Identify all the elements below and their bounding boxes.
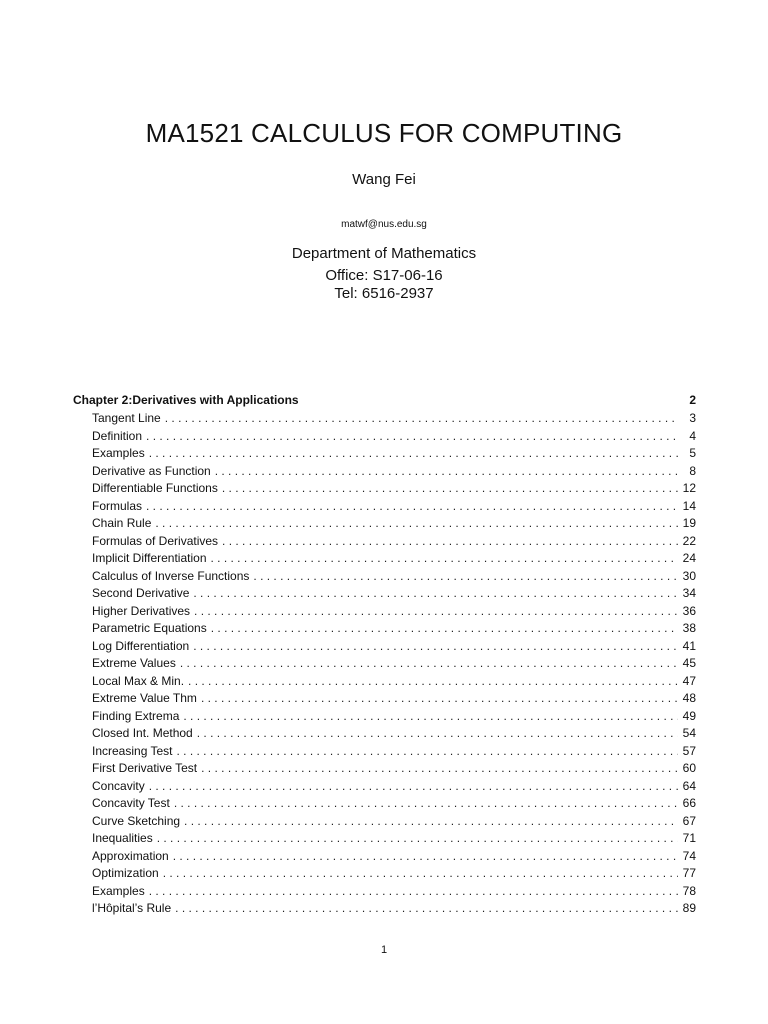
toc-chapter-page: 2 <box>689 393 696 407</box>
toc-entry-page: 5 <box>689 446 696 460</box>
toc-entry-label: Approximation <box>92 848 169 863</box>
toc-entry-page: 45 <box>682 656 696 670</box>
toc-entry-page: 49 <box>682 708 696 723</box>
toc-entry-label: Formulas of Derivatives <box>92 533 219 548</box>
toc-entry[interactable] <box>73 639 696 657</box>
toc-entry-label: Examples <box>92 883 145 898</box>
toc-dot-leader <box>253 569 678 583</box>
toc-entry-page: 30 <box>682 568 696 583</box>
toc-entry-label: Tangent Line <box>92 411 161 425</box>
toc-entry-label: Extreme Value Thm <box>92 691 197 705</box>
toc-entry[interactable] <box>73 499 696 517</box>
toc-dot-leader <box>155 516 678 530</box>
toc-entry[interactable] <box>73 691 696 709</box>
toc-dot-leader <box>194 604 678 618</box>
toc-entry-label: Concavity Test <box>92 796 170 810</box>
toc-dot-leader <box>201 691 678 705</box>
toc-dot-leader <box>173 849 678 863</box>
toc-entry-page: 47 <box>682 673 696 688</box>
toc-entry[interactable] <box>73 814 696 832</box>
toc-entry[interactable] <box>73 831 696 849</box>
toc-dot-leader <box>201 761 678 775</box>
toc-entry-page: 60 <box>682 761 696 775</box>
toc-entry-page: 22 <box>682 533 696 548</box>
toc-entry-label: Parametric Equations <box>92 621 207 635</box>
toc-dot-leader <box>211 551 679 565</box>
toc-dot-leader <box>157 831 678 845</box>
toc-entry-label: Differentiable Functions <box>92 481 218 495</box>
page-number: 1 <box>380 944 388 956</box>
toc-entry-page: 12 <box>682 481 696 495</box>
toc-entry-label: Concavity <box>92 778 145 793</box>
toc-entry-list <box>73 411 696 919</box>
toc-entry-label: Curve Sketching <box>92 813 181 828</box>
toc-entry-page: 24 <box>682 551 696 565</box>
author-name: Wang Fei <box>352 171 416 188</box>
toc-entry-page: 4 <box>689 428 696 443</box>
toc-entry[interactable] <box>73 779 696 797</box>
toc-entry[interactable] <box>73 446 696 464</box>
toc-entry-page: 38 <box>682 621 696 635</box>
table-of-contents <box>73 393 696 919</box>
toc-entry-label: Extreme Values <box>92 656 176 670</box>
toc-entry-page: 77 <box>682 866 696 880</box>
toc-entry[interactable] <box>73 796 696 814</box>
toc-entry-label: Inequalities <box>92 831 153 845</box>
toc-entry[interactable] <box>73 534 696 552</box>
toc-entry-page: 41 <box>682 638 696 653</box>
toc-dot-leader <box>184 814 678 828</box>
toc-entry[interactable] <box>73 569 696 587</box>
toc-entry[interactable] <box>73 464 696 482</box>
toc-entry-page: 74 <box>682 848 696 863</box>
toc-entry[interactable] <box>73 411 696 429</box>
toc-dot-leader <box>180 656 678 670</box>
toc-entry-label: Calculus of Inverse Functions <box>92 568 250 583</box>
toc-entry-label: Higher Derivatives <box>92 603 191 618</box>
toc-dot-leader <box>146 499 678 513</box>
toc-entry-page: 67 <box>682 813 696 828</box>
toc-entry-label: Optimization <box>92 866 159 880</box>
toc-entry[interactable] <box>73 621 696 639</box>
toc-dot-leader <box>222 534 678 548</box>
toc-entry-label: Log Differentiation <box>92 638 190 653</box>
toc-entry-page: 89 <box>682 901 696 915</box>
toc-dot-leader <box>149 884 678 898</box>
toc-entry[interactable] <box>73 586 696 604</box>
telephone-number: Tel: 6516-2937 <box>334 285 434 302</box>
toc-entry-label: Derivative as Function <box>92 463 211 478</box>
toc-dot-leader <box>163 866 678 880</box>
toc-entry[interactable] <box>73 709 696 727</box>
toc-dot-leader <box>193 639 678 653</box>
toc-entry-label: Increasing Test <box>92 743 173 758</box>
author-email: matwf@nus.edu.sg <box>341 219 427 230</box>
toc-entry[interactable] <box>73 849 696 867</box>
office-location: Office: S17-06-16 <box>325 267 443 284</box>
toc-entry-page: 3 <box>689 411 696 425</box>
toc-entry[interactable] <box>73 761 696 779</box>
document-title: MA1521 CALCULUS FOR COMPUTING <box>145 118 623 148</box>
toc-dot-leader <box>222 481 678 495</box>
toc-entry-page: 34 <box>682 586 696 600</box>
toc-entry[interactable] <box>73 551 696 569</box>
toc-dot-leader <box>197 726 678 740</box>
toc-dot-leader <box>149 446 678 460</box>
toc-entry[interactable] <box>73 901 696 919</box>
toc-entry[interactable] <box>73 744 696 762</box>
toc-entry-label: Examples <box>92 446 145 460</box>
toc-entry[interactable] <box>73 516 696 534</box>
toc-dot-leader <box>177 744 679 758</box>
toc-entry[interactable] <box>73 604 696 622</box>
toc-dot-leader <box>174 796 678 810</box>
toc-chapter-label: Chapter 2:Derivatives with Applications <box>73 393 299 407</box>
toc-entry[interactable] <box>73 674 696 692</box>
toc-entry[interactable] <box>73 866 696 884</box>
toc-entry-page: 78 <box>682 883 696 898</box>
toc-entry-page: 57 <box>682 743 696 758</box>
toc-entry-page: 64 <box>682 778 696 793</box>
toc-entry[interactable] <box>73 884 696 902</box>
toc-entry-page: 19 <box>682 516 696 530</box>
toc-entry-label: Formulas <box>92 498 143 513</box>
toc-entry[interactable] <box>73 481 696 499</box>
toc-dot-leader <box>146 429 678 443</box>
toc-entry-label: Closed Int. Method <box>92 726 193 740</box>
department-name: Department of Mathematics <box>291 245 477 262</box>
toc-entry-label: Chain Rule <box>92 516 152 530</box>
toc-dot-leader <box>211 621 678 635</box>
toc-dot-leader <box>193 586 678 600</box>
toc-dot-leader <box>175 901 678 915</box>
toc-entry-label: First Derivative Test <box>92 761 198 775</box>
toc-entry-label: Local Max & Min. <box>92 673 185 688</box>
toc-entry-page: 48 <box>682 691 696 705</box>
toc-entry[interactable] <box>73 429 696 447</box>
toc-chapter-heading[interactable] <box>73 393 696 411</box>
toc-entry-label: Implicit Differentiation <box>92 551 207 565</box>
toc-dot-leader <box>188 674 678 688</box>
toc-dot-leader <box>149 779 678 793</box>
toc-entry-page: 66 <box>682 796 696 810</box>
toc-entry-label: Definition <box>92 428 143 443</box>
toc-entry-page: 54 <box>682 726 696 740</box>
toc-entry[interactable] <box>73 656 696 674</box>
toc-entry-label: Second Derivative <box>92 586 190 600</box>
toc-entry[interactable] <box>73 726 696 744</box>
toc-dot-leader <box>215 464 678 478</box>
toc-entry-label: l’Hôpital’s Rule <box>92 901 172 915</box>
toc-entry-page: 36 <box>682 603 696 618</box>
toc-entry-label: Finding Extrema <box>92 708 180 723</box>
toc-entry-page: 71 <box>682 831 696 845</box>
toc-entry-page: 14 <box>682 498 696 513</box>
toc-entry-page: 8 <box>689 463 696 478</box>
toc-dot-leader <box>165 411 678 425</box>
toc-dot-leader <box>183 709 678 723</box>
